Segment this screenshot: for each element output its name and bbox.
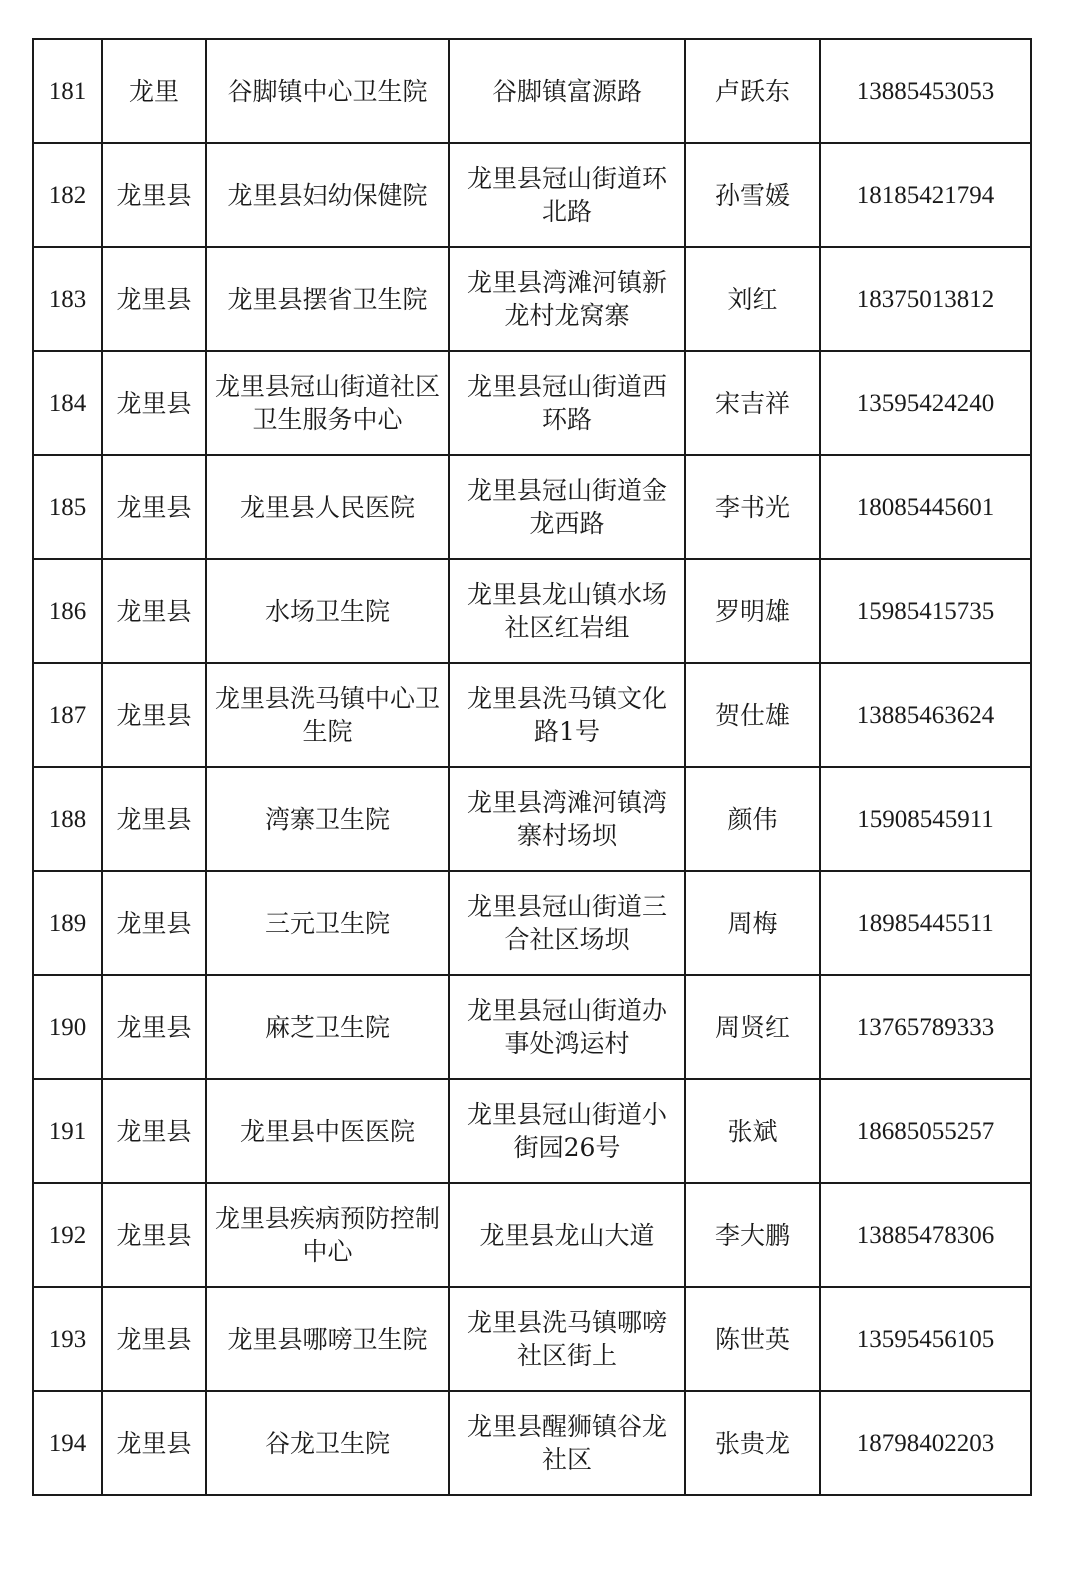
row-number: 189: [33, 871, 102, 975]
institution-cell: 龙里县妇幼保健院: [206, 143, 449, 247]
institution-cell: 龙里县疾病预防控制中心: [206, 1183, 449, 1287]
row-number: 187: [33, 663, 102, 767]
phone-cell: 15908545911: [820, 767, 1031, 871]
address-cell: 龙里县冠山街道环北路: [449, 143, 685, 247]
row-number: 185: [33, 455, 102, 559]
contact-person-cell: 颜伟: [685, 767, 820, 871]
contact-table: [32, 38, 1032, 1496]
contact-person-cell: 李书光: [685, 455, 820, 559]
phone-cell: 18085445601: [820, 455, 1031, 559]
county-cell: 龙里县: [102, 663, 206, 767]
row-number: 190: [33, 975, 102, 1079]
phone-cell: 13885463624: [820, 663, 1031, 767]
institution-cell: 谷龙卫生院: [206, 1391, 449, 1495]
county-cell: 龙里县: [102, 871, 206, 975]
phone-cell: 13595456105: [820, 1287, 1031, 1391]
row-number: 192: [33, 1183, 102, 1287]
institution-cell: 龙里县洗马镇中心卫生院: [206, 663, 449, 767]
table-row: [33, 871, 1031, 975]
county-cell: 龙里县: [102, 455, 206, 559]
institution-cell: 水场卫生院: [206, 559, 449, 663]
phone-cell: 13885453053: [820, 39, 1031, 143]
contact-person-cell: 张贵龙: [685, 1391, 820, 1495]
row-number: 182: [33, 143, 102, 247]
table-row: [33, 39, 1031, 143]
address-cell: 龙里县湾滩河镇湾寨村场坝: [449, 767, 685, 871]
contact-person-cell: 周贤红: [685, 975, 820, 1079]
county-cell: 龙里县: [102, 767, 206, 871]
address-cell: 龙里县冠山街道金龙西路: [449, 455, 685, 559]
table-body: [33, 39, 1031, 1495]
phone-cell: 13765789333: [820, 975, 1031, 1079]
institution-cell: 龙里县摆省卫生院: [206, 247, 449, 351]
table-row: [33, 1287, 1031, 1391]
address-cell: 龙里县龙山镇水场社区红岩组: [449, 559, 685, 663]
contact-person-cell: 孙雪媛: [685, 143, 820, 247]
table-row: [33, 247, 1031, 351]
table-row: [33, 351, 1031, 455]
county-cell: 龙里: [102, 39, 206, 143]
contact-person-cell: 刘红: [685, 247, 820, 351]
row-number: 183: [33, 247, 102, 351]
contact-person-cell: 李大鹏: [685, 1183, 820, 1287]
table-row: [33, 143, 1031, 247]
institution-cell: 三元卫生院: [206, 871, 449, 975]
phone-cell: 15985415735: [820, 559, 1031, 663]
phone-cell: 18985445511: [820, 871, 1031, 975]
county-cell: 龙里县: [102, 975, 206, 1079]
county-cell: 龙里县: [102, 247, 206, 351]
address-cell: 龙里县洗马镇哪嗙社区街上: [449, 1287, 685, 1391]
phone-cell: 18185421794: [820, 143, 1031, 247]
address-cell: 龙里县醒狮镇谷龙社区: [449, 1391, 685, 1495]
institution-cell: 龙里县冠山街道社区卫生服务中心: [206, 351, 449, 455]
address-cell: 龙里县冠山街道西环路: [449, 351, 685, 455]
table-row: [33, 559, 1031, 663]
row-number: 193: [33, 1287, 102, 1391]
county-cell: 龙里县: [102, 559, 206, 663]
table-row: [33, 767, 1031, 871]
row-number: 186: [33, 559, 102, 663]
table-row: [33, 1079, 1031, 1183]
county-cell: 龙里县: [102, 1391, 206, 1495]
institution-cell: 麻芝卫生院: [206, 975, 449, 1079]
address-cell: 谷脚镇富源路: [449, 39, 685, 143]
institution-cell: 湾寨卫生院: [206, 767, 449, 871]
address-cell: 龙里县洗马镇文化路1号: [449, 663, 685, 767]
institution-cell: 龙里县中医医院: [206, 1079, 449, 1183]
address-cell: 龙里县龙山大道: [449, 1183, 685, 1287]
contact-person-cell: 宋吉祥: [685, 351, 820, 455]
county-cell: 龙里县: [102, 1287, 206, 1391]
phone-cell: 13595424240: [820, 351, 1031, 455]
address-cell: 龙里县湾滩河镇新龙村龙窝寨: [449, 247, 685, 351]
institution-cell: 龙里县人民医院: [206, 455, 449, 559]
row-number: 191: [33, 1079, 102, 1183]
address-cell: 龙里县冠山街道小街园26号: [449, 1079, 685, 1183]
county-cell: 龙里县: [102, 1079, 206, 1183]
contact-person-cell: 张斌: [685, 1079, 820, 1183]
phone-cell: 13885478306: [820, 1183, 1031, 1287]
phone-cell: 18798402203: [820, 1391, 1031, 1495]
contact-person-cell: 贺仕雄: [685, 663, 820, 767]
county-cell: 龙里县: [102, 143, 206, 247]
table-row: [33, 663, 1031, 767]
table-row: [33, 1391, 1031, 1495]
row-number: 194: [33, 1391, 102, 1495]
table-row: [33, 975, 1031, 1079]
institution-cell: 龙里县哪嗙卫生院: [206, 1287, 449, 1391]
county-cell: 龙里县: [102, 351, 206, 455]
row-number: 184: [33, 351, 102, 455]
table-row: [33, 1183, 1031, 1287]
row-number: 181: [33, 39, 102, 143]
address-cell: 龙里县冠山街道办事处鸿运村: [449, 975, 685, 1079]
county-cell: 龙里县: [102, 1183, 206, 1287]
phone-cell: 18685055257: [820, 1079, 1031, 1183]
row-number: 188: [33, 767, 102, 871]
phone-cell: 18375013812: [820, 247, 1031, 351]
contact-person-cell: 罗明雄: [685, 559, 820, 663]
table-row: [33, 455, 1031, 559]
address-cell: 龙里县冠山街道三合社区场坝: [449, 871, 685, 975]
contact-person-cell: 周梅: [685, 871, 820, 975]
institution-cell: 谷脚镇中心卫生院: [206, 39, 449, 143]
contact-person-cell: 卢跃东: [685, 39, 820, 143]
contact-person-cell: 陈世英: [685, 1287, 820, 1391]
